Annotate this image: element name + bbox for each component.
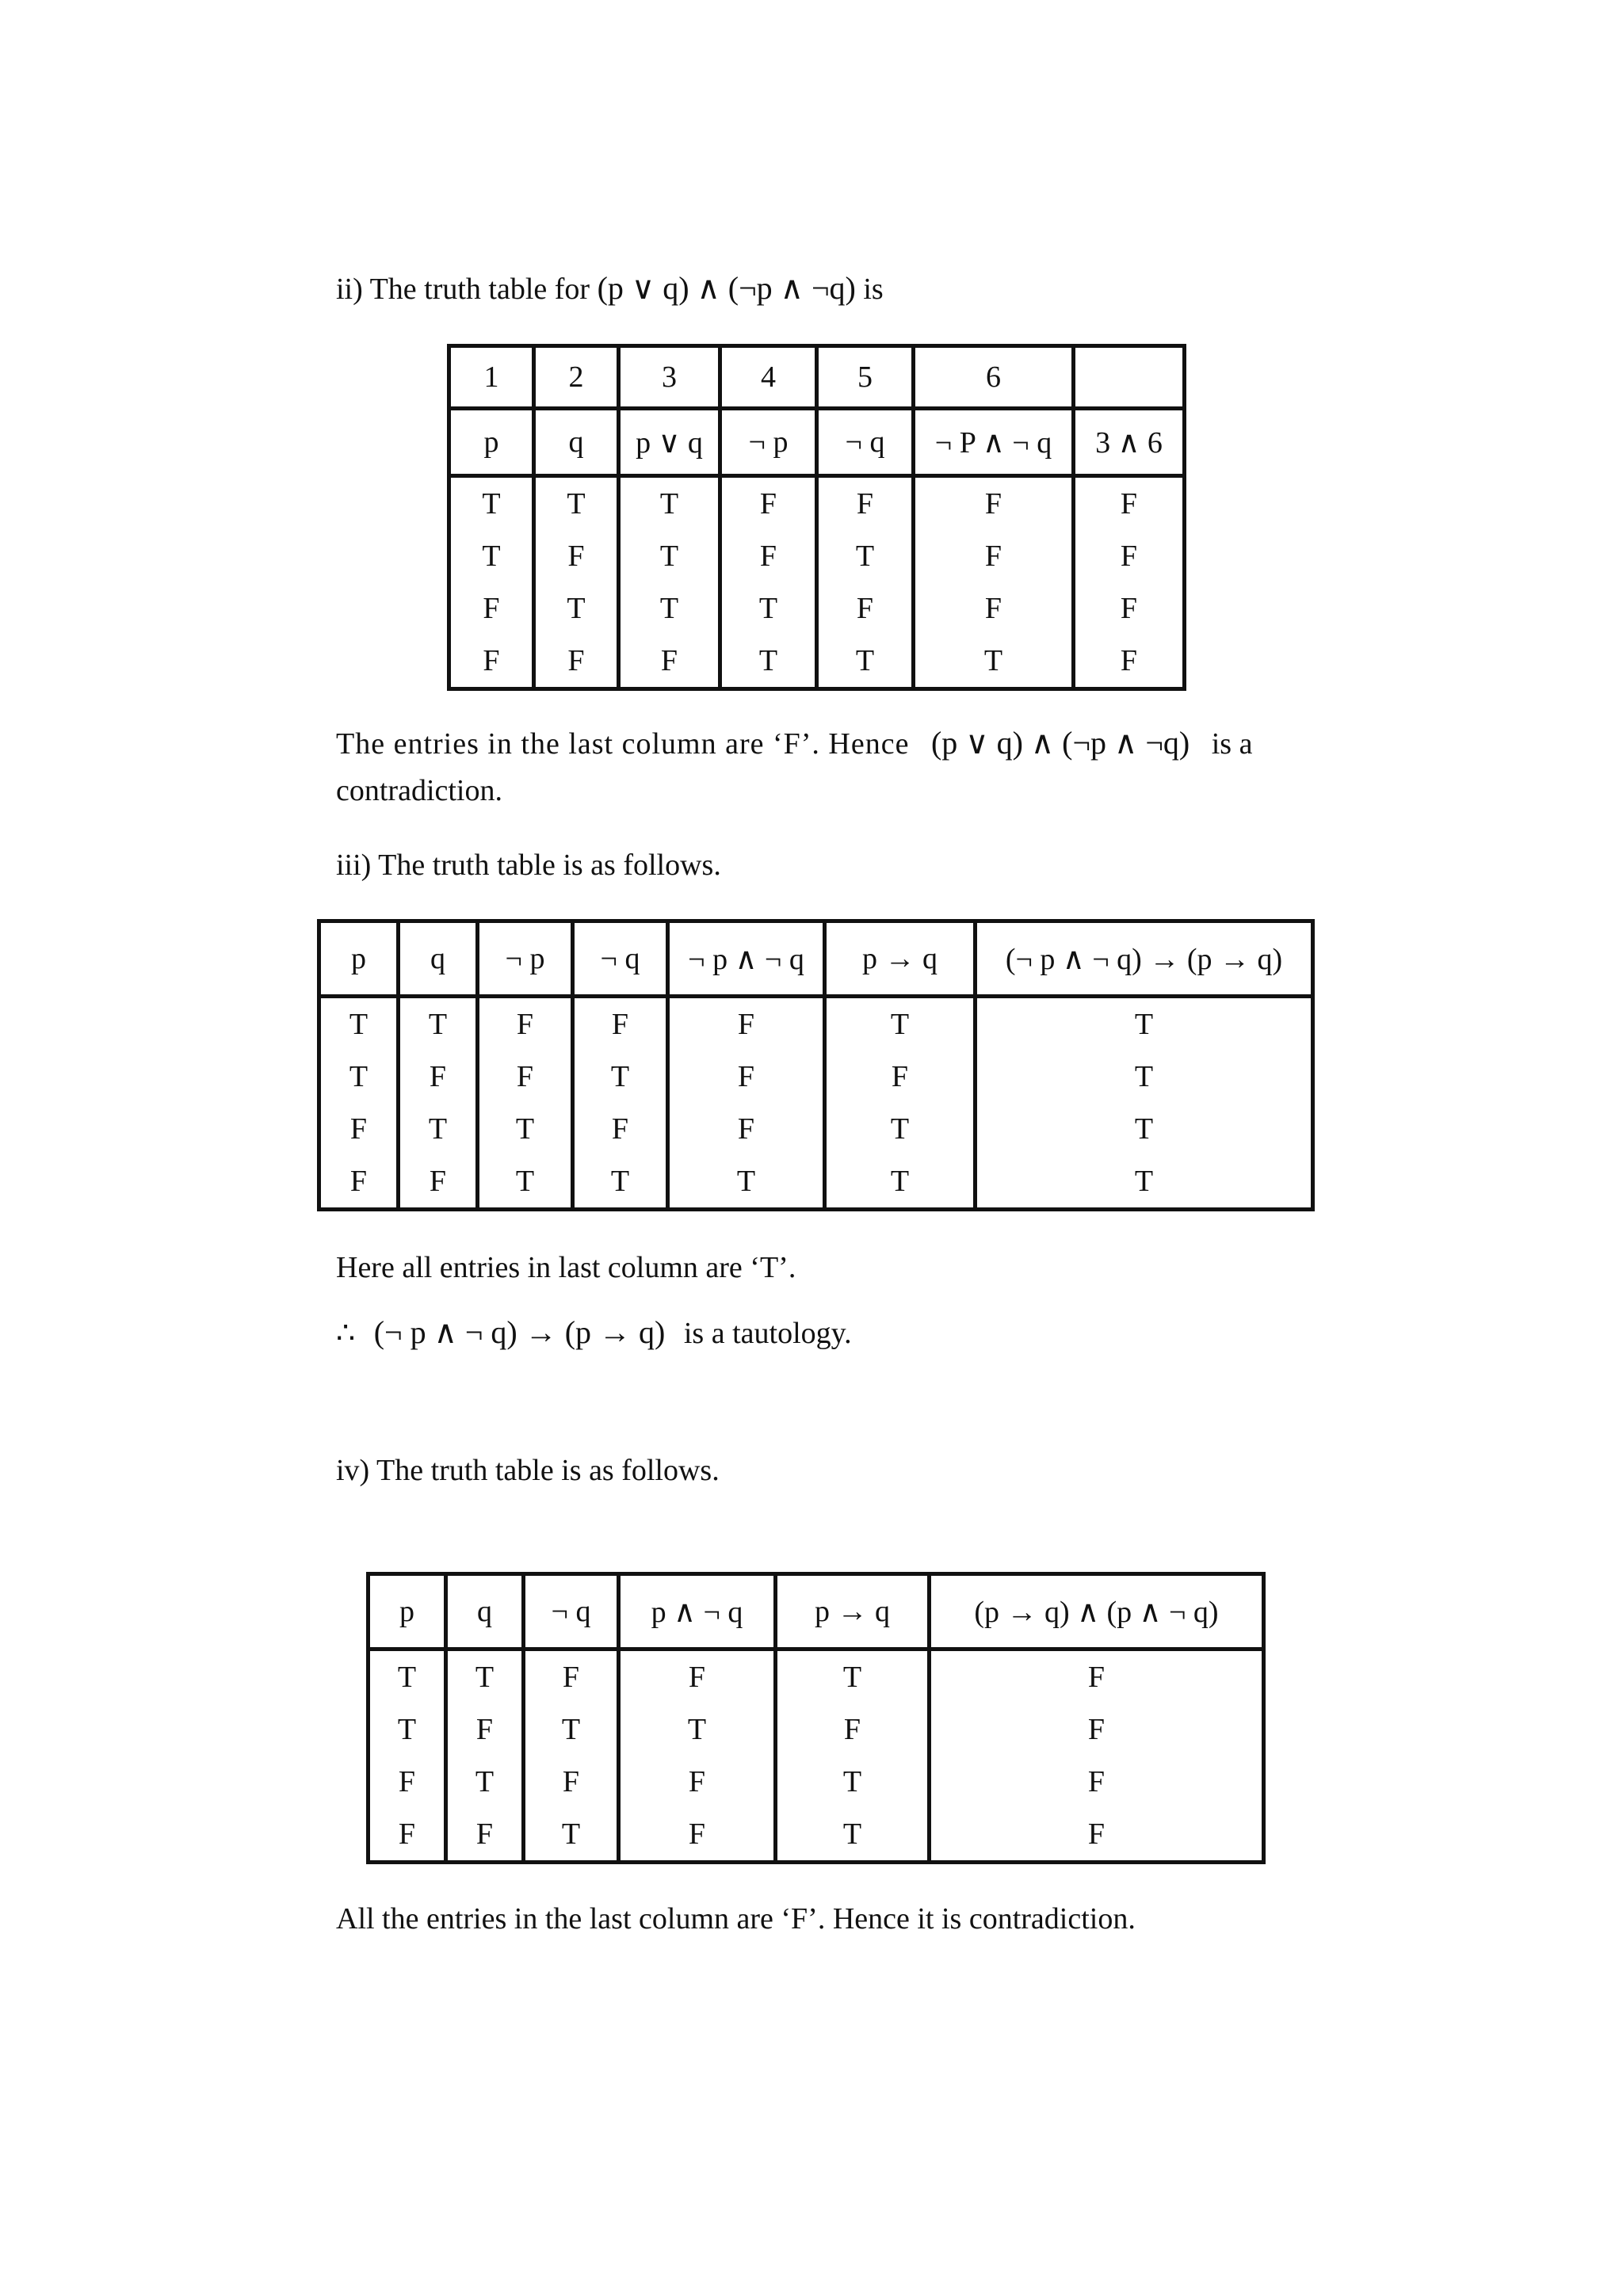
table-cell: T [825,997,976,1051]
table-cell: F [534,530,619,582]
table-cell: T [524,1808,619,1863]
table-cell: F [534,635,619,689]
header-row [319,921,1313,997]
table-cell: F [478,1051,573,1103]
table-cell: F [619,635,720,689]
header-cell: (p → q) ∧ (p ∧ ¬ q) [930,1574,1264,1650]
header-cell: ¬ q [524,1574,619,1650]
header-cell: p ∨ q [619,409,720,476]
table-cell: F [930,1808,1264,1863]
section3-therefore-suffix: is a tautology. [683,1317,852,1350]
header-cell: p [449,409,534,476]
table-cell: F [619,1808,776,1863]
table-cell: F [1074,476,1185,531]
table-cell: T [976,1103,1313,1155]
table-cell: T [573,1155,668,1210]
table-cell: T [446,1756,524,1808]
table-cell: F [930,1650,1264,1704]
table-cell: F [668,1051,825,1103]
header-row [449,409,1185,476]
column-number-row [449,346,1185,409]
header-cell: p → q [825,921,976,997]
header-cell: p [369,1574,446,1650]
section2-intro-expression: (p ∨ q) ∧ (¬p ∧ ¬q) [597,270,856,306]
section3-note: Here all entries in last column are ‘T’. [336,1251,796,1284]
table-cell: F [776,1703,930,1756]
table-cell: T [619,530,720,582]
table-cell: F [817,582,914,635]
table-row [369,1650,1264,1704]
table-cell: F [1074,530,1185,582]
table-cell: T [449,476,534,531]
table-cell: F [817,476,914,531]
table-row [319,1103,1313,1155]
table-cell: T [478,1155,573,1210]
table-cell: T [619,1703,776,1756]
table-cell: T [817,530,914,582]
table-cell: F [1074,582,1185,635]
table-cell: F [914,582,1074,635]
column-number-cell: 1 [449,346,534,409]
column-number-cell [1074,346,1185,409]
header-cell: (¬ p ∧ ¬ q) → (p → q) [976,921,1313,997]
table-row [449,476,1185,531]
header-cell: q [446,1574,524,1650]
table-cell: F [399,1155,478,1210]
table-cell: T [619,476,720,531]
table-cell: F [720,530,817,582]
table-cell: F [449,635,534,689]
table-row [449,582,1185,635]
table-cell: F [446,1703,524,1756]
table-cell: F [319,1155,399,1210]
header-cell: q [399,921,478,997]
section2-conclusion-suffix: is a [1211,727,1253,761]
header-cell: p → q [776,1574,930,1650]
table-row [369,1808,1264,1863]
section2-conclusion-prefix: The entries in the last column are ‘F’. Hence [336,727,910,761]
table-cell: F [399,1051,478,1103]
table-cell: F [668,1103,825,1155]
section3-therefore [336,1314,852,1352]
header-cell: ¬ p ∧ ¬ q [668,921,825,997]
table-cell: T [720,635,817,689]
section2-conclusion-line2: contradiction. [336,774,502,807]
table-cell: F [524,1756,619,1808]
table-row [369,1703,1264,1756]
table-row [319,1051,1313,1103]
section3-therefore-expression: (¬ p ∧ ¬ q) → (p → q) [373,1314,666,1350]
table-cell: T [319,997,399,1051]
table-cell: T [369,1703,446,1756]
table-cell: F [930,1703,1264,1756]
table-cell: T [478,1103,573,1155]
table-cell: F [369,1756,446,1808]
table-cell: T [976,1155,1313,1210]
table-cell: F [1074,635,1185,689]
table-cell: T [534,582,619,635]
table-row [319,1155,1313,1210]
header-cell: ¬ q [817,409,914,476]
table-row [449,530,1185,582]
truth-table-section2 [447,344,1186,691]
section2-intro-prefix: ii) The truth table for [336,273,590,306]
table-row [369,1756,1264,1808]
table-row [449,635,1185,689]
section2-intro-suffix: is [863,273,884,306]
column-number-cell: 3 [619,346,720,409]
section2-conclusion [336,724,1252,763]
table-cell: F [619,1650,776,1704]
table-cell: T [776,1808,930,1863]
table-cell: T [976,1051,1313,1103]
table-row [319,997,1313,1051]
table-cell: F [619,1756,776,1808]
section2-conclusion-expression: (p ∨ q) ∧ (¬p ∧ ¬q) [930,725,1190,761]
table-cell: F [369,1808,446,1863]
table-cell: T [825,1103,976,1155]
table-cell: F [914,476,1074,531]
table-cell: T [369,1650,446,1704]
section2-intro [336,269,884,308]
table-cell: F [720,476,817,531]
table-cell: T [668,1155,825,1210]
header-cell: q [534,409,619,476]
table-cell: T [399,997,478,1051]
table-cell: T [534,476,619,531]
table-cell: T [524,1703,619,1756]
header-cell: p ∧ ¬ q [619,1574,776,1650]
column-number-cell: 6 [914,346,1074,409]
table-cell: T [319,1051,399,1103]
table-cell: T [976,997,1313,1051]
table-cell: F [573,1103,668,1155]
table-cell: T [776,1756,930,1808]
table-cell: F [825,1051,976,1103]
header-row [369,1574,1264,1650]
header-cell: ¬ p [720,409,817,476]
header-cell: ¬ p [478,921,573,997]
section4-intro: iv) The truth table is as follows. [336,1454,720,1487]
column-number-cell: 5 [817,346,914,409]
table-cell: F [446,1808,524,1863]
table-cell: F [930,1756,1264,1808]
table-cell: T [573,1051,668,1103]
table-cell: T [817,635,914,689]
truth-table-section3 [317,919,1315,1211]
therefore-symbol: ∴ [336,1317,356,1350]
column-number-cell: 4 [720,346,817,409]
section3-intro: iii) The truth table is as follows. [336,849,721,882]
table-cell: F [668,997,825,1051]
table-cell: F [573,997,668,1051]
table-cell: T [776,1650,930,1704]
column-number-cell: 2 [534,346,619,409]
table-cell: F [524,1650,619,1704]
table-cell: T [399,1103,478,1155]
table-cell: F [319,1103,399,1155]
table-cell: T [449,530,534,582]
table-cell: T [619,582,720,635]
table-cell: T [914,635,1074,689]
section4-conclusion: All the entries in the last column are ‘F’. Hence it is contradiction. [336,1902,1136,1936]
table-cell: F [914,530,1074,582]
table-cell: T [446,1650,524,1704]
header-cell: p [319,921,399,997]
header-cell: ¬ q [573,921,668,997]
table-cell: F [449,582,534,635]
table-cell: T [825,1155,976,1210]
table-cell: T [720,582,817,635]
table-cell: F [478,997,573,1051]
header-cell: ¬ P ∧ ¬ q [914,409,1074,476]
header-cell: 3 ∧ 6 [1074,409,1185,476]
truth-table-section4 [366,1572,1266,1864]
